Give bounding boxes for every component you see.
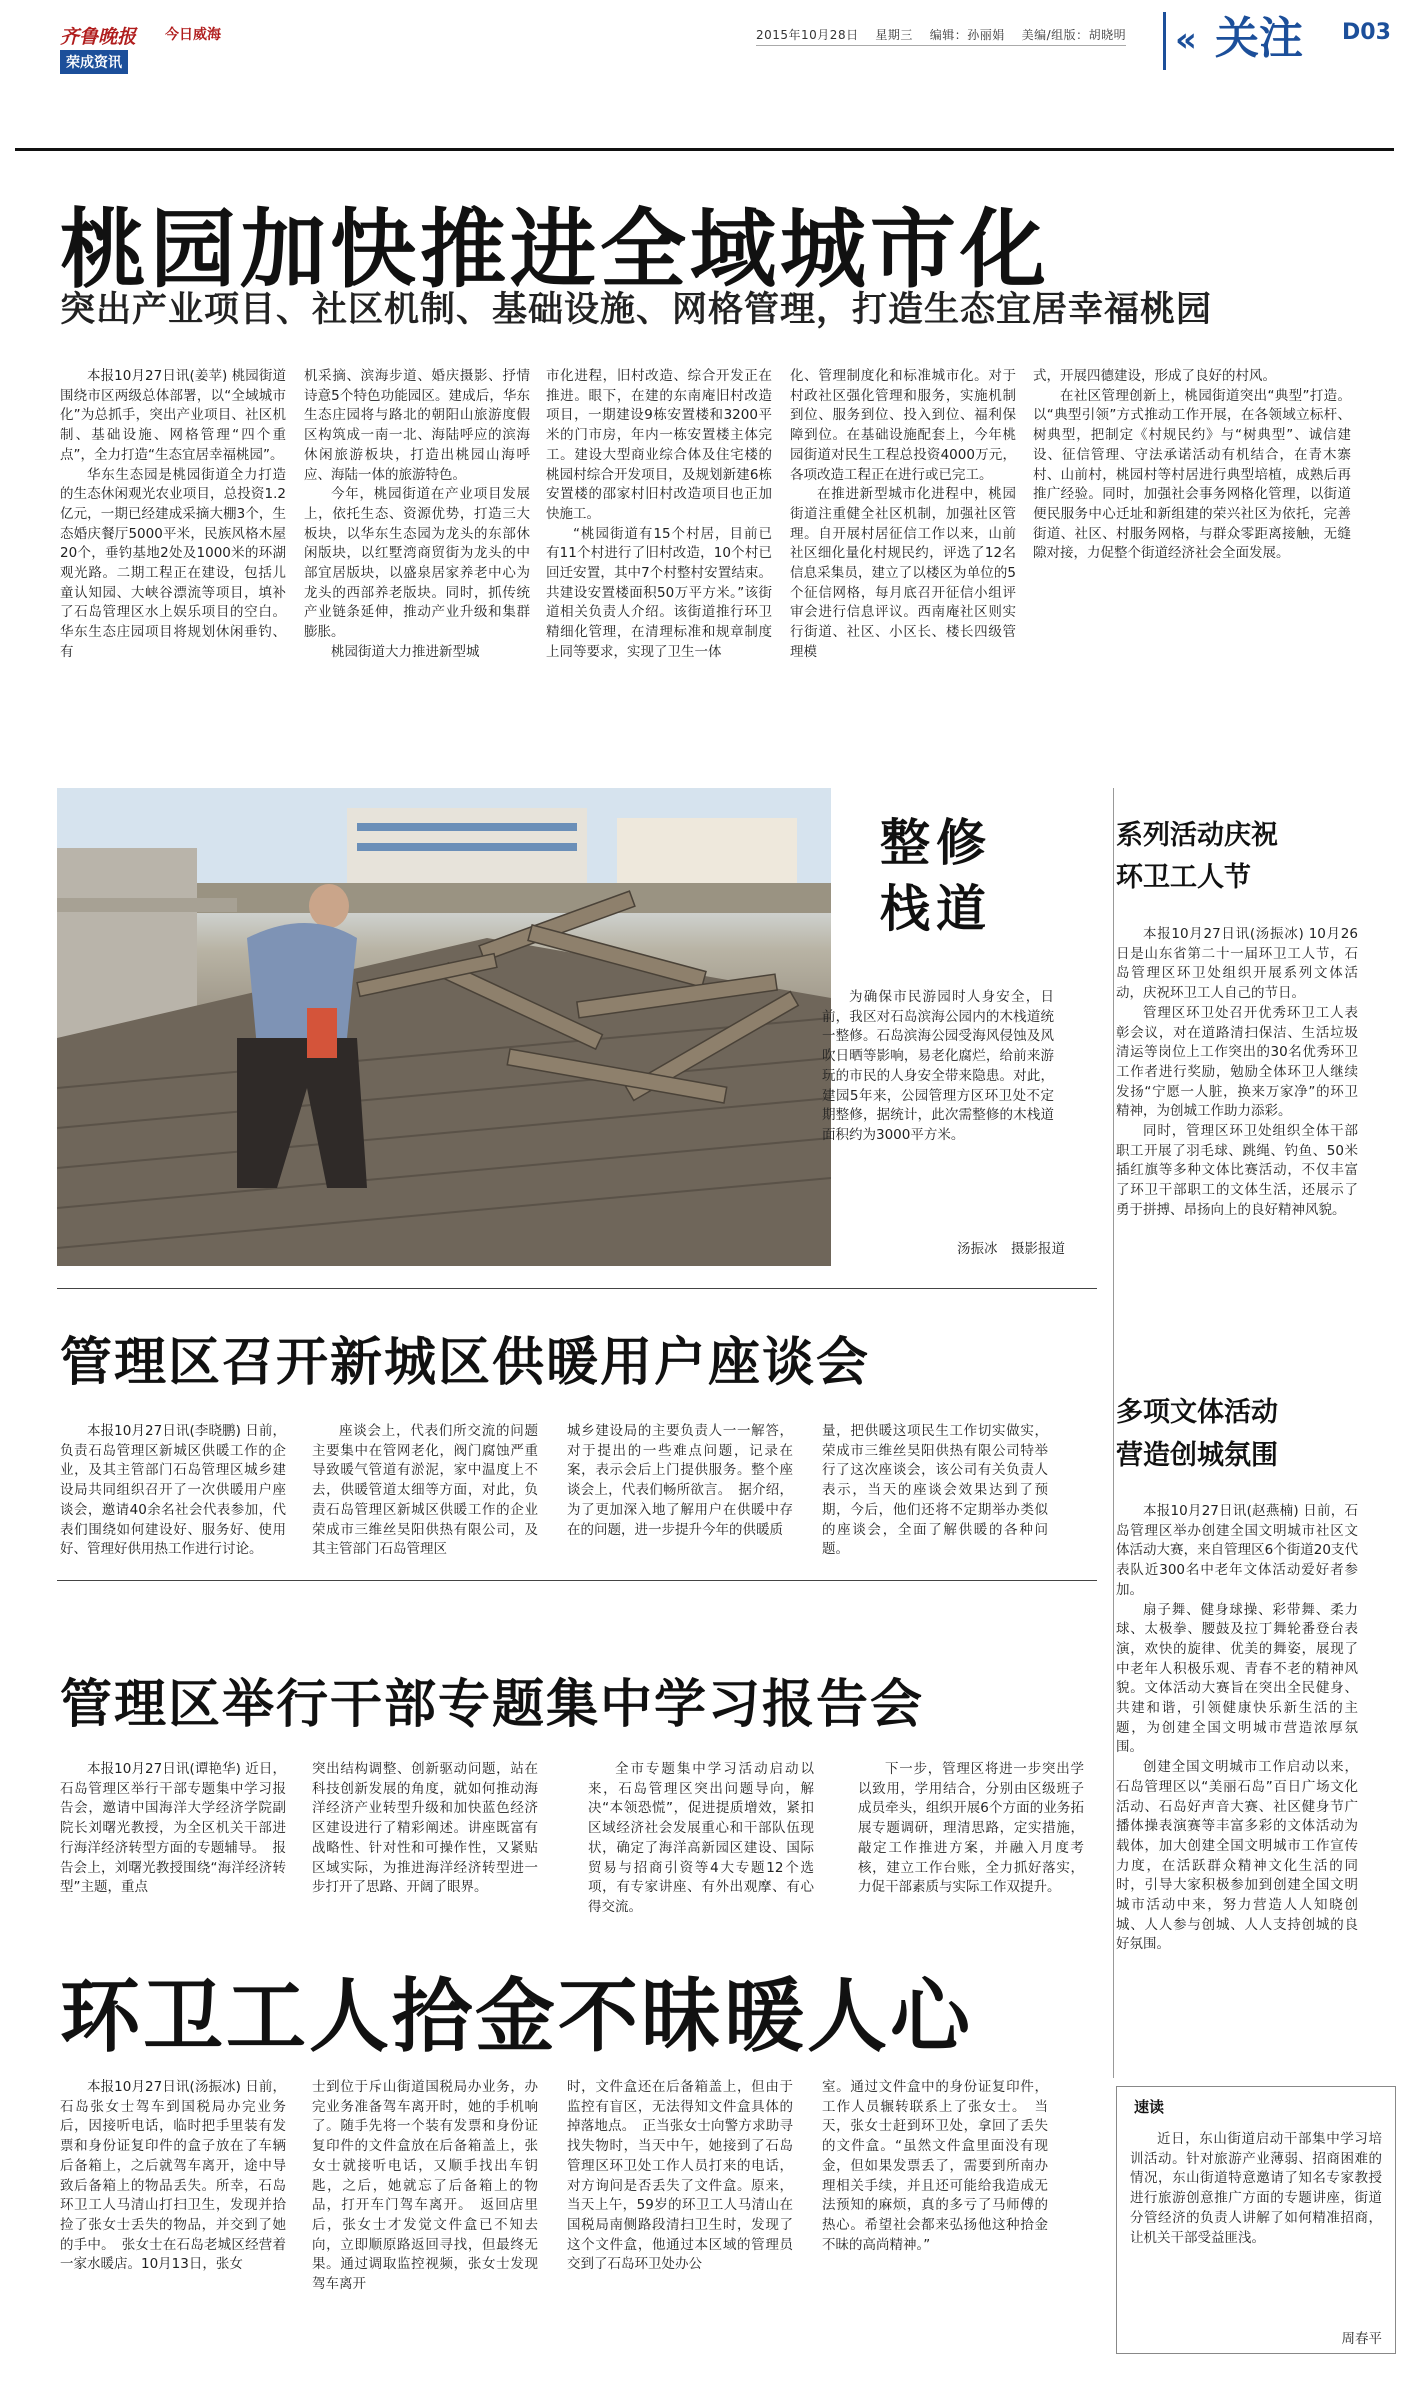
- newspaper-logo: 齐鲁晚报: [60, 26, 137, 48]
- paragraph: 管理区环卫处召开优秀环卫工人表彰会议，对在道路清扫保洁、生活垃圾清运等岗位上工作突出的30名优秀环卫工作者进行奖励，勉励全体环卫人继续发扬“宁愿一人脏，换来万家净”的环卫精神，为创城工作助力添彩。: [1116, 1004, 1358, 1120]
- paragraph: 式，开展四德建设，形成了良好的村风。: [1033, 368, 1276, 384]
- column-tag: 荣成资讯: [60, 50, 128, 74]
- side2-body: [1116, 1502, 1358, 2078]
- story3-column-4: 下一步，管理区将进一步突出学以致用，学用结合，分别由区级班子成员牵头，组织开展6个方面的业务拓展专题调研，理清思路，定实措施，敲定工作推进方案，并融入月度考核，建立工作台账，全力抓好落实，力促干部素质与实际工作双提升。: [858, 1761, 1084, 1896]
- story4-headline: 环卫工人拾金不昧暖人心: [60, 1970, 973, 2063]
- paragraph: 华东生态园是桃园街道全力打造的生态休闲观光农业项目，总投资1.2亿元，一期已经建成采摘大棚3个，生态婚庆餐厅5000平米，民族风格木屋20个，垂钓基地2处及1000米的环湖观光路。二期工程正在建设，包括儿童认知园、大峡谷漂流等项目，填补了石岛管理区水上娱乐项目的空白。华东生态庄园项目将规划休闲垂钓、有: [60, 466, 286, 660]
- paragraph: 在社区管理创新上，桃园街道突出“典型”打造。以“典型引领”方式推动工作开展，在各领域立标杆、树典型，把制定《村规民约》与“树典型”、诚信建设、征信管理、守法承诺活动有机结合，在青木寨村、山前村，桃园村等村居进行典型培植，成熟后再推广经验。同时，加强社会事务网格化管理，以街道便民服务中心迁址和新组建的荣兴社区为依托，完善街道、社区、村服务网格，与群众零距离接触，无缝隙对接，力促整个街道经济社会全面发展。: [1033, 387, 1351, 562]
- brief-author: 周春平: [1341, 2331, 1382, 2347]
- issue-meta: [756, 26, 1126, 43]
- story2-column-2: 座谈会上，代表们所交流的问题主要集中在管网老化，阀门腐蚀严重导致暖气管道有淤泥，家中温度上不去，供暖管道太细等方面，对此，负责石岛管理区新城区供暖工作的企业荣成市三维丝昊阳供热有限公司，及其主管部门石岛管理区: [312, 1423, 538, 1558]
- photo-credit: 汤振冰 摄影报道: [957, 1241, 1065, 1257]
- editor-credit: 编辑：孙丽娟: [929, 28, 1005, 42]
- lead-subhead: 突出产业项目、社区机制、基础设施、网格管理，打造生态宜居幸福桃园: [60, 290, 1213, 330]
- story4-column-3: 时，文件盒还在后备箱盖上，但由于监控有盲区，无法得知文件盒具体的掉落地点。 正当张女士向警方求助寻找失物时，当天中午，她接到了石岛管理区环卫处工作人员打来的电话，对方询问是否丢失了文件盒。原来，当天上午，59岁的环卫工人马清山在国税局南侧路段清扫卫生时，发现了这个文件盒，他通过本区域的管理员交到了石岛环卫处办公: [567, 2079, 793, 2273]
- top-rule: [15, 148, 1394, 151]
- paragraph: 本报10月27日讯(姜苹) 桃园街道围绕市区两级总体部署，以“全域城市化”为总抓手，突出产业项目、社区机制、基础设施、网格管理“四个重点”，全力打造“生态宜居幸福桃园”。: [60, 368, 286, 463]
- side1-title-line-1: 系列活动庆祝: [1116, 820, 1278, 851]
- lead-headline: 桃园加快推进全域城市化: [60, 200, 1050, 300]
- lead-column-2: [304, 367, 530, 759]
- paragraph: 创建全国文明城市工作启动以来，石岛管理区以“美丽石岛”百日广场文化活动、石岛好声音大赛、社区健身节广播体操表演赛等丰富多彩的文体活动为载体，加大创建全国文明城市工作宣传力度，在活跃群众精神文化生活的同时，引导大家积极参加到创建全国文明城市活动中来，努力营造人人知晓创城、人人参与创城、人人支持创城的良好氛围。: [1116, 1759, 1358, 1953]
- paragraph: 本报10月27日讯(汤振冰) 10月26日是山东省第二十一届环卫工人节，石岛管理区环卫处组织开展系列文体活动，庆祝环卫工人自己的节日。: [1116, 926, 1358, 1002]
- paragraph: 同时，管理区环卫处组织全体干部职工开展了羽毛球、跳绳、钓鱼、50米插红旗等多种文体比赛活动，不仅丰富了环卫干部职工的文体生活，还展示了勇于拼搏、昂扬向上的良好精神风貌。: [1116, 1123, 1358, 1218]
- photo-title-line-1: 整修: [880, 814, 992, 872]
- story4-column-1: 本报10月27日讯(汤振冰) 日前，石岛张女士驾车到国税局办完业务后，因接听电话，临时把手里装有发票和身份证复印件的盒子放在了车辆后备箱上，之后就驾车离开，途中导致后备箱上的物品丢失。所幸，石岛环卫工人马清山打扫卫生，发现并拾捡了张女士丢失的物品，并交到了她的手中。 张女士在石岛老城区经营着一家水暖店。10月13日，张女: [60, 2079, 286, 2273]
- issue-date: 2015年10月28日: [756, 28, 859, 42]
- photo-caption: 为确保市民游园时人身安全，日前，我区对石岛滨海公园内的木栈道统一整修。石岛滨海公园受海风侵蚀及风吹日晒等影响，易老化腐烂，给前来游玩的市民的人身安全带来隐患。对此，建园5年来，公园管理方区环卫处不定期整修，据统计，此次需整修的木栈道面积约为3000平方米。: [822, 989, 1054, 1143]
- story2-column-1: 本报10月27日讯(李晓鹏) 日前，负责石岛管理区新城区供暖工作的企业，及其主管部门石岛管理区城乡建设局共同组织召开了一次供暖用户座谈会，邀请40余名社会代表参加，代表们围绕如何建设好、服务好、使用好、管理好供用热工作进行讨论。: [60, 1423, 286, 1558]
- paragraph: “桃园街道有15个村居，目前已有11个村进行了旧村改造，10个村已回迁安置，其中7个村整村安置结束。共建设安置楼面积50万平方米。”该街道相关负责人介绍。该街道推行环卫精细化管理，在清理标准和规章制度上同等要求，实现了卫生一体: [546, 525, 772, 660]
- story2-headline: 管理区召开新城区供暖用户座谈会: [60, 1333, 871, 1393]
- paragraph: 市化进程，旧村改造、综合开发正在推进。眼下，在建的东南庵旧村改造项目，一期建设9栋安置楼和3200平米的门市房，年内一栋安置楼主体完工。建设大型商业综合体及住宅楼的桃园村综合开发项目，及规划新建6栋安置楼的邵家村旧村改造项目也正加快施工。: [546, 368, 772, 522]
- side1-body: [1116, 925, 1358, 1335]
- side1-title-line-2: 环卫工人节: [1116, 862, 1251, 893]
- paragraph: 化、管理制度化和标准城市化。对于村政社区强化管理和服务，实施机制到位、服务到位、投入到位、福利保障到位。在基础设施配套上，今年桃园街道对民生工程总投资4000万元，各项改造工程正在进行或已完工。: [790, 368, 1016, 483]
- double-chevron-icon: «: [1175, 20, 1197, 60]
- paragraph: 桃园街道大力推进新型城: [331, 643, 480, 660]
- story3-column-2: 突出结构调整、创新驱动问题，站在科技创新发展的角度，就如何推动海洋经济产业转型升级和加快蓝色经济区建设进行了精彩阐述。讲座既富有战略性、针对性和可操作性，又紧贴区域实际，为推进海洋经济转型进一步打开了思路、开阔了眼界。: [312, 1761, 538, 1896]
- paragraph: 机采摘、滨海步道、婚庆摄影、抒情诗意5个特色功能园区。建成后，华东生态庄园将与路北的朝阳山旅游度假区构筑成一南一北、海陆呼应的滨海休闲旅游板块，打造出桃园山海呼应、海陆一体的旅游特色。: [304, 368, 530, 483]
- story2-column-4: 量，把供暖这项民生工作切实做实，荣成市三维丝昊阳供热有限公司特举行了这次座谈会，该公司有关负责人表示，当天的座谈会效果达到了预期，今后，他们还将不定期举办类似的座谈会，全面了解供暖的各种问题。: [822, 1423, 1048, 1558]
- boardwalk-photo: [57, 788, 831, 1266]
- story2-column-3: 城乡建设局的主要负责人一一解答，对于提出的一些难点问题，记录在案，表示会后上门提供服务。整个座谈会上，代表们畅所欲言。 据介绍，为了更加深入地了解用户在供暖中存在的问题，进一步提升今年的供暖质: [567, 1423, 793, 1538]
- divider: [57, 1580, 1097, 1581]
- edition-name: 今日威海: [165, 27, 221, 43]
- photo-illustration: [57, 788, 831, 1266]
- page-number: D03: [1342, 20, 1391, 45]
- paragraph: 扇子舞、健身球操、彩带舞、柔力球、太极拳、腰鼓及拉丁舞轮番登台表演，欢快的旋律、优美的舞姿，展现了中老年人积极乐观、青春不老的精神风貌。文体活动大赛旨在突出全民健身、共建和谐，引领健康快乐新生活的主题，为创建全国文明城市营造浓厚氛围。: [1116, 1601, 1358, 1756]
- paragraph: 在推进新型城市化进程中，桃园街道注重健全社区机制，加强社区管理。自开展村居征信工作以来，山前社区细化量化村规民约，评选了12名信息采集员，建立了以楼区为单位的5个征信网格，每月底召开征信小组评审会进行信息评议。西南庵社区则实行街道、社区、小区长、楼长四级管理模: [790, 486, 1016, 660]
- side2-title-line-1: 多项文体活动: [1116, 1397, 1278, 1428]
- paragraph: 今年，桃园街道在产业项目发展上，依托生态、资源优势，打造三大板块，以华东生态园为龙头的东部休闲版块，以红墅湾商贸街为龙头的中部宜居版块，以盛泉居家养老中心为龙头的西部养老版块。同时，抓传统产业链条延伸，推动产业升级和集群膨胀。: [304, 486, 530, 641]
- side2-title-line-2: 营造创城氛围: [1116, 1440, 1278, 1471]
- section-title: 关注: [1215, 13, 1303, 64]
- design-credit: 美编/组版：胡晓明: [1021, 28, 1127, 42]
- divider: [57, 1288, 1097, 1289]
- story3-column-1: 本报10月27日讯(谭艳华) 近日，石岛管理区举行干部专题集中学习报告会，邀请中国海洋大学经济学院副院长刘曙光教授，为全区机关干部进行海洋经济转型方面的专题辅导。 报告会上，刘曙光教授围绕“海洋经济转型”主题，重点: [60, 1761, 286, 1896]
- photo-title-line-2: 栈道: [880, 880, 992, 938]
- story4-column-4: 室。通过文件盒中的身份证复印件，工作人员辗转联系上了张女士。 当天，张女士赶到环卫处，拿回了丢失的文件盒。“虽然文件盒里面没有现金，但如果发票丢了，需要到所南办理相关手续，并且还可能给我造成无法预知的麻烦，真的多亏了马师傅的热心。希望社会都来弘扬他这种拾金不昧的高尚精神。”: [822, 2079, 1048, 2253]
- issue-weekday: 星期三: [875, 28, 913, 42]
- meta-divider: [756, 45, 1126, 46]
- paragraph: 本报10月27日讯(赵燕楠) 日前，石岛管理区举办创建全国文明城市社区文体活动大赛，来自管理区6个街道20支代表队近300名中老年文体活动爱好者参加。: [1116, 1503, 1358, 1598]
- lead-column-5: [1033, 367, 1351, 759]
- sidebar-divider: [1113, 788, 1114, 2078]
- lead-column-1: [60, 367, 286, 759]
- story4-column-2: 士到位于斥山街道国税局办业务，办完业务准备驾车离开时，她的手机响了。随手先将一个装有发票和身份证复印件的文件盒放在后备箱盖上，张女士就接听电话，又顺手找出车钥匙，之后，她就忘了后备箱上的物品，打开车门驾车离开。 返回店里后，张女士才发觉文件盒已不知去向，立即顺原路返回寻找，但最终无果。通过调取监控视频，张女士发现驾车离开: [312, 2079, 538, 2293]
- lead-column-4: [790, 367, 1016, 759]
- story3-column-3: 全市专题集中学习活动启动以来，石岛管理区突出问题导向，解决“本领恐慌”，促进提质增效，紧扣区域经济社会发展重心和干部队伍现状，确定了海洋高新园区建设、国际贸易与招商引资等4大专题12个选项，有专家讲座、有外出观摩、有心得交流。: [588, 1761, 814, 1915]
- brief-text: 近日，东山街道启动干部集中学习培训活动。针对旅游产业薄弱、招商困难的情况，东山街道特意邀请了知名专家教授进行旅游创意推广方面的专题讲座，街道分管经济的负责人讲解了如何精准招商，让机关干部受益匪浅。: [1130, 2131, 1382, 2246]
- lead-column-3: [546, 367, 772, 759]
- story3-headline: 管理区举行干部专题集中学习报告会: [60, 1675, 925, 1735]
- brief-label: 速读: [1128, 2096, 1170, 2117]
